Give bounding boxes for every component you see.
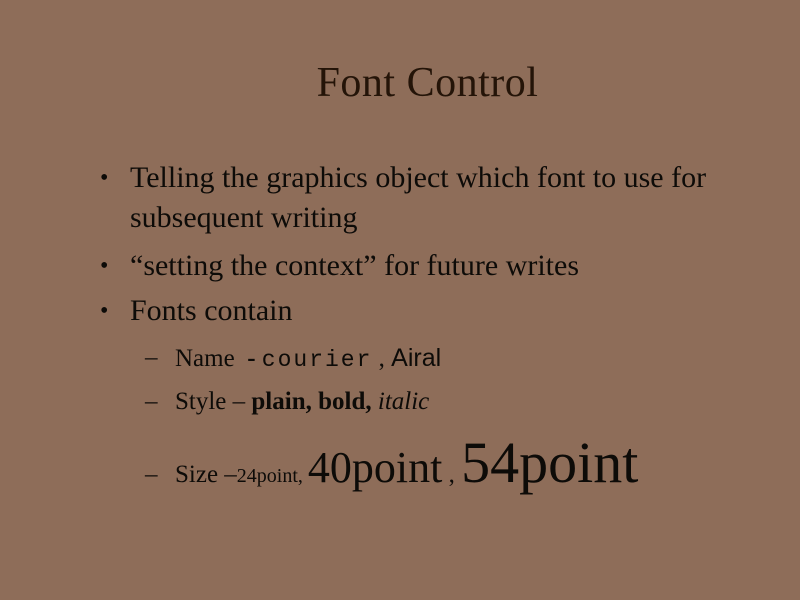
- courier-font-sample: courier: [261, 347, 373, 373]
- dash-marker: –: [145, 344, 158, 371]
- arial-font-sample: Airal: [391, 344, 442, 372]
- plain-style-sample: plain,: [251, 388, 319, 415]
- comma-separator: ,: [442, 461, 462, 488]
- style-label: Style –: [175, 388, 252, 415]
- bullet-marker: •: [100, 298, 109, 324]
- slide-title: Font Control: [316, 60, 539, 106]
- size-24-sample: 24point,: [236, 465, 308, 487]
- sub-bullet-text: [175, 337, 441, 381]
- size-54-sample: 54point: [461, 430, 639, 495]
- bold-hyphen: -: [234, 345, 262, 372]
- bullet-item: [100, 291, 760, 331]
- comma-separator: ,: [372, 345, 392, 372]
- sub-bullet-style: [145, 381, 760, 423]
- italic-style-sample: italic: [377, 388, 430, 415]
- size-40-sample: 40point: [307, 443, 443, 492]
- bold-style-sample: bold,: [318, 388, 378, 415]
- bullet-item: [100, 246, 760, 286]
- sub-bullet-text: [175, 381, 429, 423]
- sub-bullet-size: [145, 429, 760, 496]
- bullet-item: [100, 158, 760, 238]
- bullet-marker: •: [100, 253, 109, 279]
- dash-marker: –: [145, 388, 158, 415]
- bullet-marker: •: [100, 165, 109, 191]
- size-label: Size –: [175, 461, 237, 488]
- bullet-text: Telling the graphics object which font to use for subsequent writing: [130, 161, 707, 234]
- name-label: Name: [175, 345, 235, 372]
- bullet-text: “setting the context” for future writes: [130, 249, 580, 282]
- sub-bullet-name: [145, 337, 760, 381]
- bullet-list: [100, 158, 760, 496]
- bullet-text: Fonts contain: [130, 294, 293, 327]
- dash-marker: –: [145, 461, 158, 488]
